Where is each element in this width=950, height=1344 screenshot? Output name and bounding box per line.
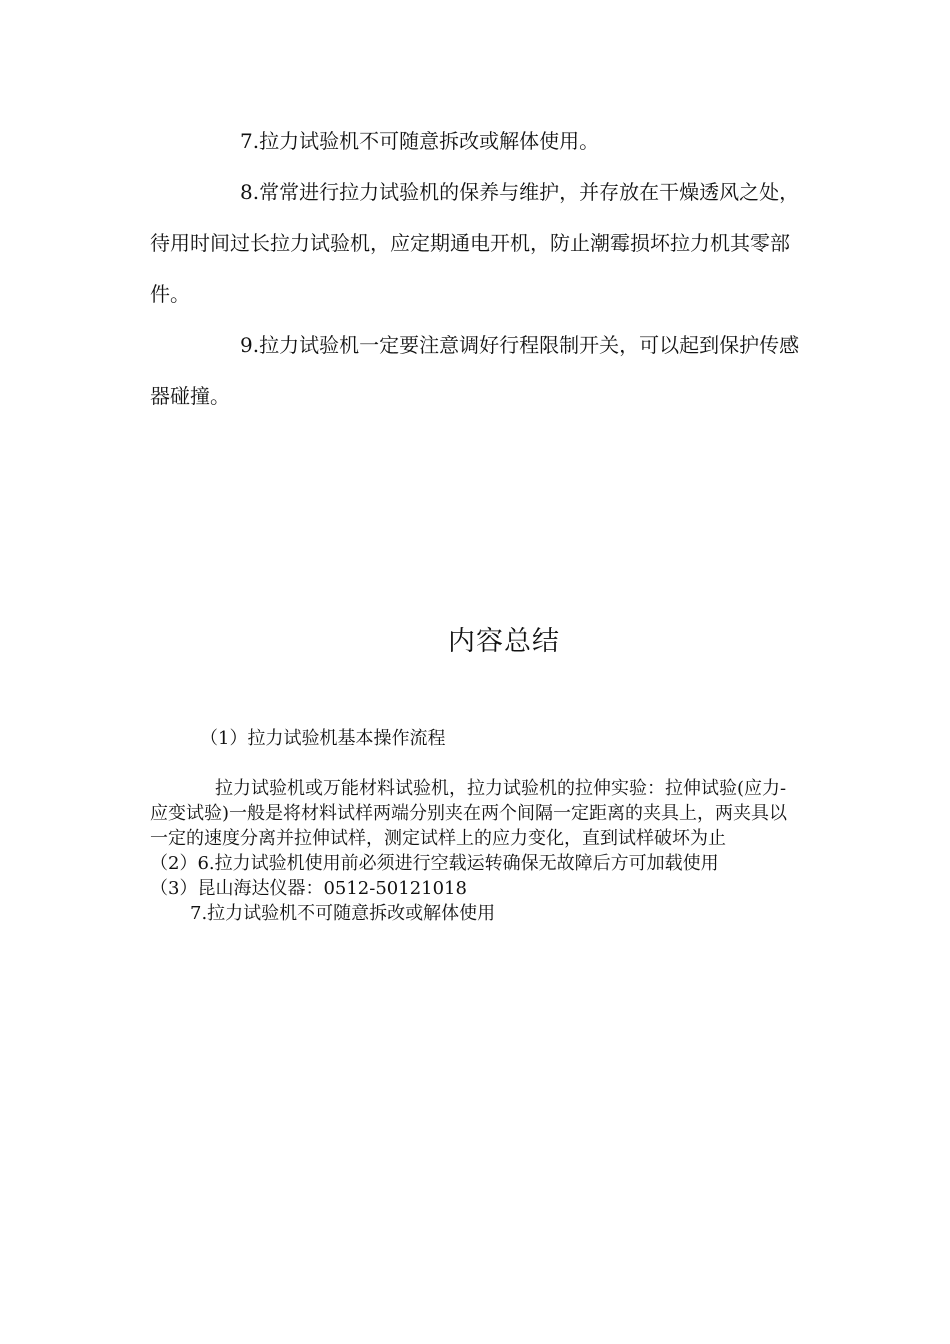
- summary-item-1-body: 拉力试验机或万能材料试验机，拉力试验机的拉伸实验：拉伸试验(应力-应变试验)一般是将材料试样两端分别夹在两个间隔一定距离的夹具上，两夹具以一定的速度分离并拉伸试样，测定试样上的应力变化，直到试样破坏为止: [150, 778, 788, 849]
- instruction-list: [150, 116, 800, 422]
- instruction-item-8: 8.常常进行拉力试验机的保养与维护，并存放在干燥透风之处，待用时间过长拉力试验机，应定期通电开机，防止潮霉损坏拉力机其零部件。: [150, 180, 800, 306]
- summary-item-3: （3）昆山海达仪器：0512-50121018: [150, 878, 467, 899]
- instruction-item-7: 7.拉力试验机不可随意拆改或解体使用。: [240, 129, 600, 153]
- summary-section: [150, 725, 800, 926]
- summary-title: 内容总结: [448, 626, 560, 657]
- summary-item-4: 7.拉力试验机不可随意拆改或解体使用: [190, 903, 496, 924]
- instruction-item-9: 9.拉力试验机一定要注意调好行程限制开关，可以起到保护传感器碰撞。: [150, 333, 800, 408]
- summary-item-1-heading: （1）拉力试验机基本操作流程: [200, 728, 446, 749]
- summary-item-2: （2）6.拉力试验机使用前必须进行空载运转确保无故障后方可加载使用: [150, 853, 719, 874]
